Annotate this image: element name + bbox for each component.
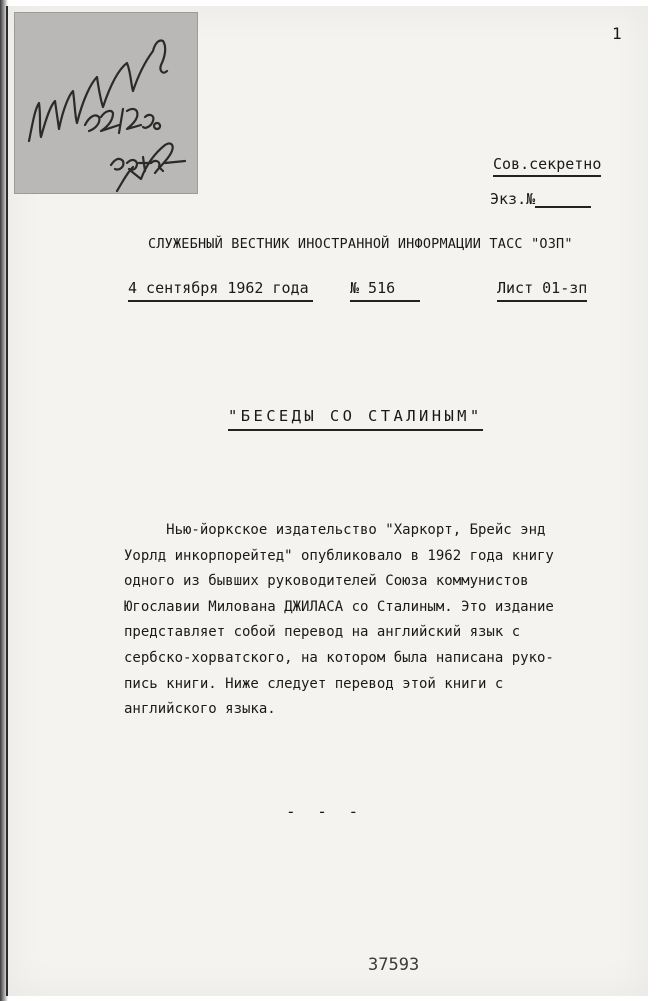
- body-line: одного из бывших руководителей Союза коммунистов: [124, 573, 529, 590]
- handwritten-note-sticker: [14, 12, 198, 194]
- body-line: сербско-хорватского, на котором была написана руко-: [124, 649, 554, 666]
- body-paragraph: [124, 518, 594, 723]
- body-line: Уорлд инкорпорейтед" опубликовало в 1962 года книгу: [124, 547, 554, 564]
- bulletin-title: СЛУЖЕБНЫЙ ВЕСТНИК ИНОСТРАННОЙ ИНФОРМАЦИИ ТАСС "ОЗП": [148, 236, 573, 252]
- body-line: Югославии Милована ДЖИЛАСА со Сталиным. Это издание: [124, 598, 554, 615]
- body-line: Нью-йоркское издательство "Харкорт, Брейс энд: [124, 522, 546, 538]
- body-line: пись книги. Ниже следует перевод этой книги с: [124, 675, 504, 692]
- copy-number-label: Экз.№: [490, 190, 536, 208]
- page-mark: 1: [612, 24, 622, 43]
- archive-number: 37593: [368, 955, 420, 975]
- issue-date: 4 сентября 1962 года: [128, 279, 313, 302]
- document-heading: "БЕСЕДЫ СО СТАЛИНЫМ": [228, 407, 483, 431]
- body-line: английского языка.: [124, 701, 276, 718]
- sheet-number: Лист 01-зп: [497, 279, 587, 302]
- handwritten-signature: [15, 13, 197, 193]
- copy-number-blank: [535, 206, 591, 208]
- classification-stamp: Сов.секретно: [493, 155, 601, 177]
- separator: - - -: [286, 802, 365, 821]
- issue-number: № 516: [350, 279, 420, 302]
- copy-number: [490, 190, 591, 208]
- body-line: представляет собой перевод на английский язык с: [124, 624, 521, 641]
